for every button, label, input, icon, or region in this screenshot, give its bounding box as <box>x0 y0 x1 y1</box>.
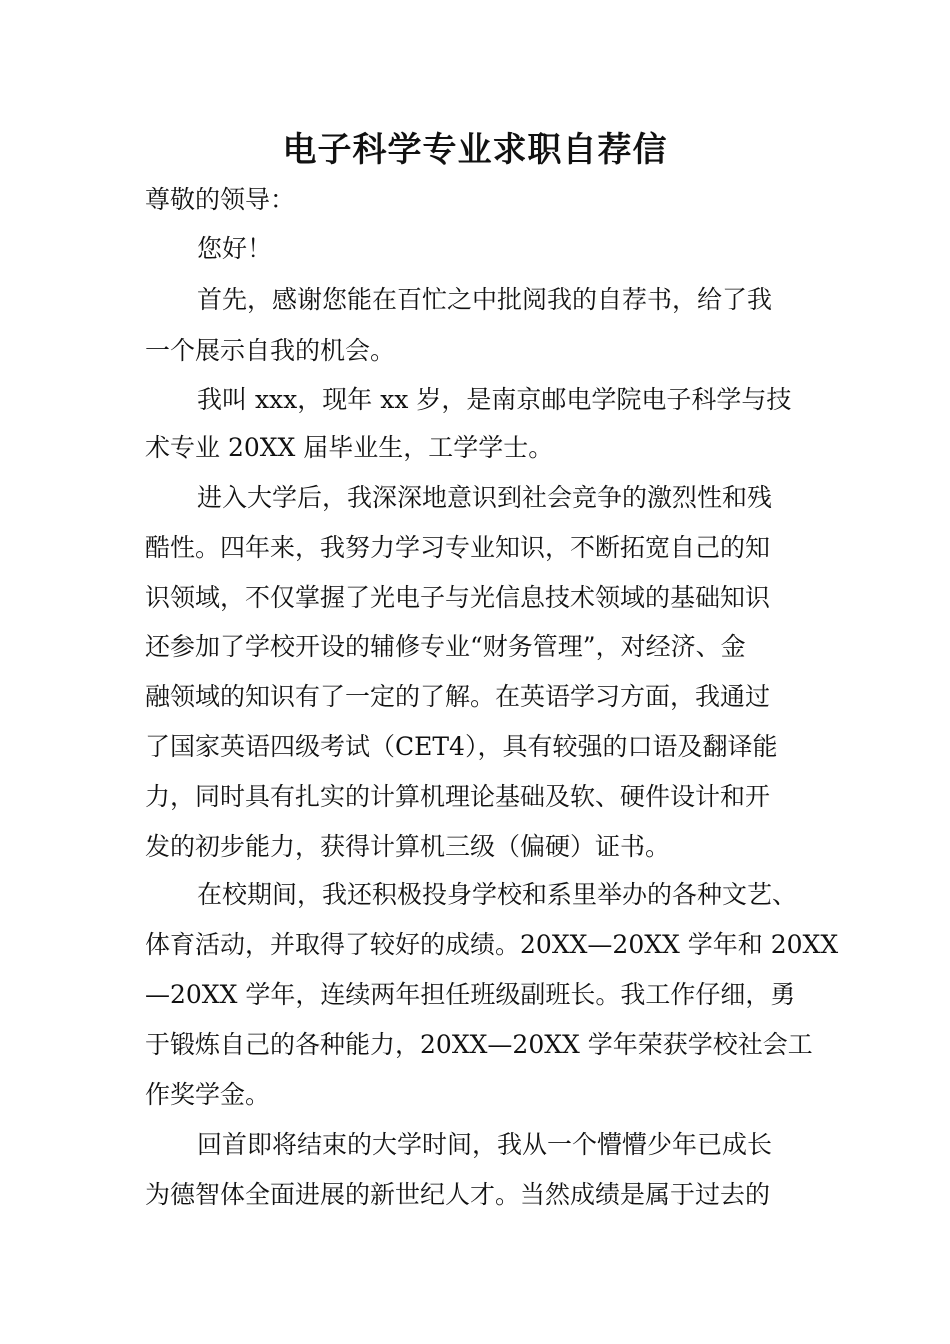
salutation: 尊敬的领导： <box>145 185 296 214</box>
body-line-8: 还参加了学校开设的辅修专业“财务管理”，对经济、金 <box>145 632 746 661</box>
body-line-11: 力，同时具有扎实的计算机理论基础及软、硬件设计和开 <box>145 782 771 811</box>
body-line-13: 在校期间，我还积极投身学校和系里举办的各种文艺、 <box>197 880 798 909</box>
body-line-1: 首先，感谢您能在百忙之中批阅我的自荐书，给了我 <box>197 285 773 314</box>
body-line-16: 于锻炼自己的各种能力，20XX—20XX 学年荣获学校社会工 <box>145 1030 813 1059</box>
body-line-5: 进入大学后，我深深地意识到社会竞争的激烈性和残 <box>197 483 773 512</box>
body-line-4: 术专业 20XX 届毕业生，工学学士。 <box>145 433 554 462</box>
body-line-6: 酷性。四年来，我努力学习专业知识，不断拓宽自己的知 <box>145 533 771 562</box>
body-line-18: 回首即将结束的大学时间，我从一个懵懵少年已成长 <box>197 1130 773 1159</box>
greeting: 您好！ <box>197 234 273 263</box>
body-line-3: 我叫 xxx，现年 xx 岁，是南京邮电学院电子科学与技 <box>197 385 792 414</box>
body-line-17: 作奖学金。 <box>145 1080 271 1109</box>
body-line-15: —20XX 学年，连续两年担任班级副班长。我工作仔细，勇 <box>145 980 796 1009</box>
body-line-12: 发的初步能力，获得计算机三级（偏硬）证书。 <box>145 832 671 861</box>
body-line-2: 一个展示自我的机会。 <box>145 336 396 365</box>
body-line-10: 了国家英语四级考试（CET4），具有较强的口语及翻译能 <box>145 732 778 761</box>
document-title: 电子科学专业求职自荐信 <box>282 130 668 170</box>
body-line-9: 融领域的知识有了一定的了解。在英语学习方面，我通过 <box>145 682 771 711</box>
body-line-7: 识领域，不仅掌握了光电子与光信息技术领域的基础知识 <box>145 583 771 612</box>
body-line-19: 为德智体全面进展的新世纪人才。当然成绩是属于过去的 <box>145 1180 771 1209</box>
body-line-14: 体育活动，并取得了较好的成绩。20XX—20XX 学年和 20XX <box>145 930 839 959</box>
